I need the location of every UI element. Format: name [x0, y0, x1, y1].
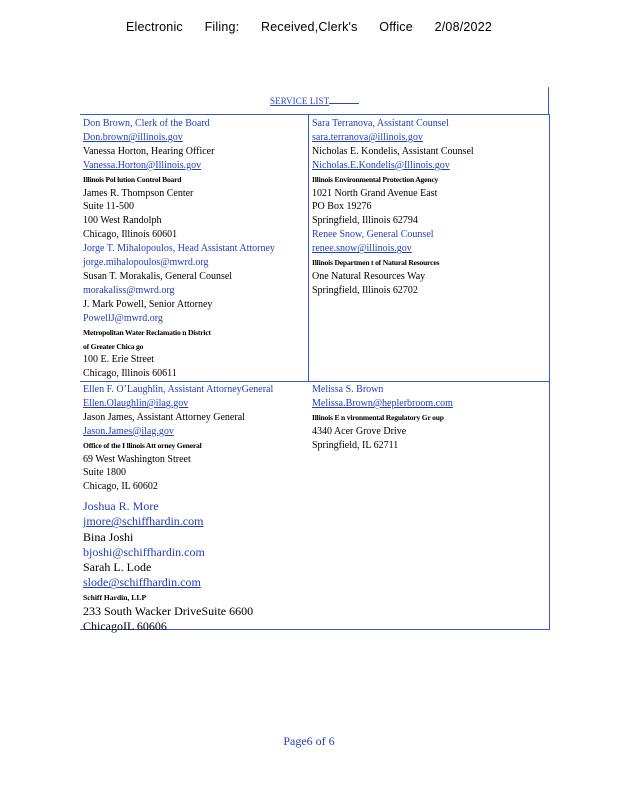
- service-entry-col2-top: [312, 117, 474, 298]
- header-part: Electronic: [125, 20, 183, 34]
- contact-name: Ellen F. O’Laughlin, Assistant AttorneyGeneral: [83, 384, 274, 395]
- contact-name: Joshua R. More: [83, 499, 159, 513]
- header-part: Received,Clerk's: [261, 20, 358, 34]
- address-line: PO Box 19276: [312, 201, 372, 213]
- service-entry-col2-bottom: [312, 383, 453, 453]
- address-line: 100 West Randolph: [83, 215, 162, 227]
- email-link[interactable]: PowellJ@mwrd.org: [83, 312, 163, 324]
- email-link[interactable]: jorge.mihalopoulos@mwrd.org: [83, 257, 209, 269]
- email-link[interactable]: Ellen.Olaughlin@ilag.gov: [83, 397, 189, 409]
- address-line: Suite 11-500: [83, 201, 135, 213]
- organization: of Greater Chica go: [83, 341, 144, 351]
- contact-name: Nicholas E. Kondelis, Assistant Counsel: [312, 145, 474, 157]
- address-line: 233 South Wacker DriveSuite 6600: [83, 603, 254, 618]
- contact-name: Renee Snow, General Counsel: [312, 229, 434, 241]
- contact-name: J. Mark Powell, Senior Attorney: [83, 298, 213, 310]
- email-link[interactable]: Melissa.Brown@heplerbroom.com: [312, 397, 453, 409]
- email-link[interactable]: slode@schiffhardin.com: [83, 575, 201, 590]
- address-line: Chicago, Illinois 60601: [83, 229, 178, 241]
- filing-header: [0, 20, 618, 34]
- address-line: Springfield, Illinois 62794: [312, 215, 418, 227]
- email-link[interactable]: sara.terranova@illinois.gov: [312, 131, 423, 143]
- email-link[interactable]: Jason.James@ilag.gov: [83, 425, 174, 437]
- address-line: Suite 1800: [83, 467, 127, 479]
- address-line: 100 E. Erie Street: [83, 354, 155, 366]
- address-line: Springfield, Illinois 62702: [312, 284, 418, 296]
- service-entry-col1-bottom: [83, 383, 273, 494]
- address-line: Chicago, Illinois 60611: [83, 368, 177, 380]
- organization: Illinois Environmental Protection Agency: [312, 174, 439, 184]
- organization: Schiff Hardin, LLP: [83, 592, 147, 602]
- contact-name: Jason James, Assistant Attorney General: [83, 411, 245, 423]
- service-entry-col1-top: [83, 117, 275, 381]
- email-link[interactable]: Don.brown@illinois.gov: [83, 131, 183, 143]
- email-link[interactable]: renee.snow@illinois.gov: [312, 243, 412, 255]
- contact-name: Susan T. Morakalis, General Counsel: [83, 270, 233, 282]
- address-line: James R. Thompson Center: [83, 187, 194, 199]
- contact-name: Melissa S. Brown: [312, 384, 384, 395]
- contact-name: Jorge T. Mihalopoulos, Head Assistant Attorney: [83, 243, 275, 255]
- contact-name: Bina Joshi: [83, 529, 134, 544]
- email-link[interactable]: morakaliss@mwrd.org: [83, 284, 175, 296]
- email-link[interactable]: bjoshi@schiffhardin.com: [83, 544, 205, 559]
- address-line: ChicagoIL 60606: [83, 619, 167, 634]
- header-part: 2/08/2022: [434, 20, 493, 34]
- contact-name: Vanessa Horton, Hearing Officer: [83, 145, 215, 157]
- address-line: Chicago, IL 60602: [83, 481, 158, 493]
- organization: Illinois Departmen t of Natural Resources: [312, 258, 440, 268]
- organization: Metropolitan Water Reclamatio n District: [83, 327, 211, 337]
- service-list-table: [80, 114, 550, 634]
- address-line: 4340 Acer Grove Drive: [312, 425, 407, 437]
- column-divider: [308, 115, 309, 382]
- organization: Illinois Pol lution Control Board: [83, 174, 182, 184]
- address-line: One Natural Resources Way: [312, 270, 426, 282]
- organization: Office of the I llinois Att orney General: [83, 440, 202, 450]
- organization: Illinois E n vironmental Regulatory Gr oup: [312, 412, 444, 422]
- contact-name: Sara Terranova, Assistant Counsel: [312, 118, 449, 129]
- service-list-title: SERVICE LIST: [270, 95, 359, 106]
- service-entry-col1-bottom2: [83, 499, 253, 634]
- address-line: Springfield, IL 62711: [312, 439, 399, 451]
- address-line: 69 West Washington Street: [83, 453, 191, 465]
- header-part: Office: [379, 20, 413, 34]
- frame-divider: [548, 87, 549, 114]
- page-number: Page6 of 6: [283, 734, 335, 748]
- email-link[interactable]: Vanessa.Horton@Illinois.gov: [83, 159, 202, 171]
- email-link[interactable]: Nicholas.E.Kondelis@Illinois.gov: [312, 159, 450, 171]
- email-link[interactable]: jmore@schiffhardin.com: [83, 514, 204, 529]
- contact-name: Sarah L. Lode: [83, 560, 152, 575]
- header-part: Filing:: [204, 20, 240, 34]
- address-line: 1021 North Grand Avenue East: [312, 187, 438, 199]
- contact-name: Don Brown, Clerk of the Board: [83, 118, 210, 129]
